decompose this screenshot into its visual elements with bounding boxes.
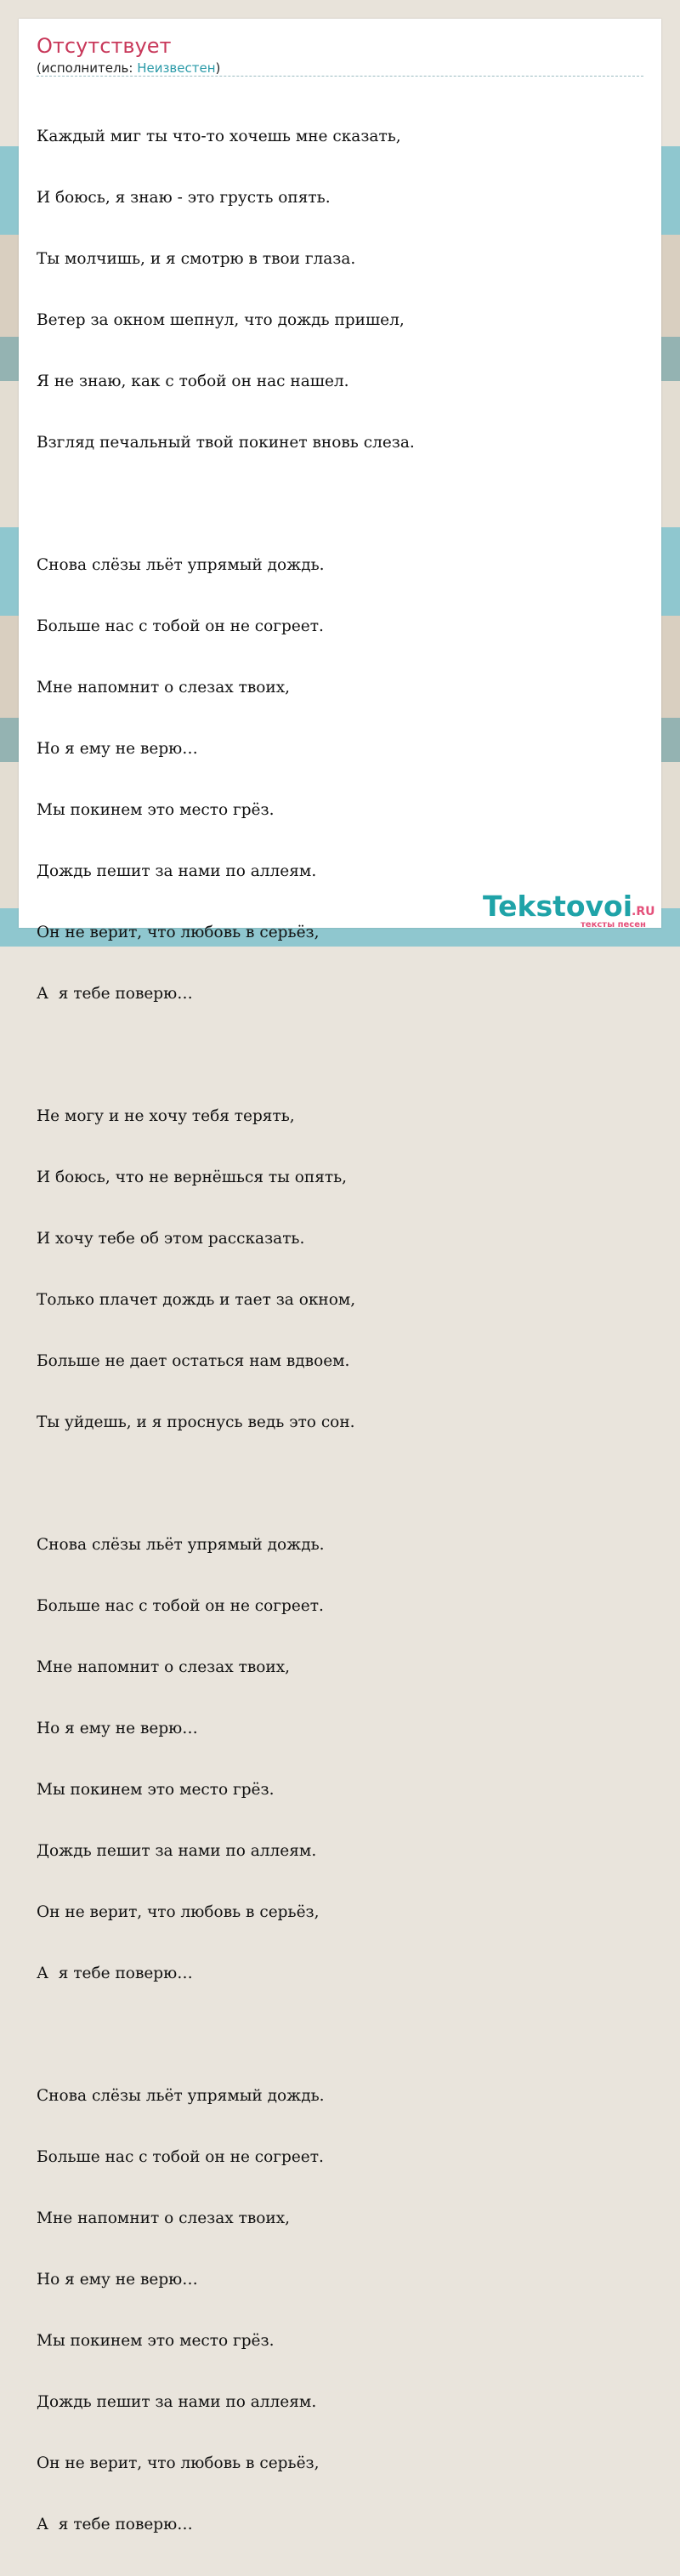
lyric-line: Только плачет дождь и тает за окном, — [37, 1291, 356, 1309]
lyric-line: Ветер за окном шепнул, что дождь пришел, — [37, 311, 405, 329]
lyric-line: Больше нас с тобой он не согреет. — [37, 617, 324, 635]
lyric-line: Ты молчишь, и я смотрю в твои глаза. — [37, 250, 356, 268]
lyric-line: Но я ему не верю… — [37, 1720, 198, 1737]
lyrics-text — [37, 86, 415, 2576]
lyric-line: Я не знаю, как с тобой он нас нашел. — [37, 372, 349, 390]
lyric-line: Больше нас с тобой он не согреет. — [37, 1597, 324, 1615]
lyric-line: Он не верит, что любовь в серьёз, — [37, 2454, 320, 2472]
artist-link[interactable]: Неизвестен — [137, 60, 216, 76]
logo-tagline: тексты песен — [581, 920, 646, 930]
artist-line — [37, 60, 220, 76]
logo-wordmark: Tekstovoi — [483, 890, 633, 923]
logo-domain: .RU — [632, 905, 655, 918]
lyric-line: Мне напомнит о слезах твоих, — [37, 1658, 291, 1676]
lyric-line: Снова слёзы льёт упрямый дождь. — [37, 1536, 325, 1554]
lyric-line: Он не верит, что любовь в серьёз, — [37, 1903, 320, 1921]
lyric-line: Каждый миг ты что-то хочешь мне сказать, — [37, 128, 401, 145]
lyric-line: Больше не дает остаться нам вдвоем. — [37, 1352, 350, 1370]
artist-suffix: ) — [215, 60, 221, 76]
lyric-line: Мы покинем это место грёз. — [37, 801, 275, 819]
lyric-line: Взгляд печальный твой покинет вновь слеза. — [37, 434, 415, 452]
artist-prefix: (исполнитель: — [37, 60, 138, 76]
lyric-line: Дождь пешит за нами по аллеям. — [37, 2393, 317, 2411]
lyric-line: А я тебе поверю… — [37, 2516, 193, 2533]
lyric-line: Снова слёзы льёт упрямый дождь. — [37, 2087, 325, 2105]
lyric-line: А я тебе поверю… — [37, 1965, 193, 1982]
lyric-line: Но я ему не верю… — [37, 2271, 198, 2289]
lyric-line — [37, 494, 415, 515]
lyric-line: Мы покинем это место грёз. — [37, 1781, 275, 1799]
lyric-line: Снова слёзы льёт упрямый дождь. — [37, 556, 325, 574]
lyric-line — [37, 1474, 415, 1494]
lyric-line: Мне напомнит о слезах твоих, — [37, 2209, 291, 2227]
lyric-line: Мы покинем это место грёз. — [37, 2332, 275, 2350]
lyric-line — [37, 1045, 415, 1066]
lyrics-card — [19, 19, 661, 2533]
lyric-line: Дождь пешит за нами по аллеям. — [37, 862, 317, 880]
lyric-line: Он не верит, что любовь в серьёз, — [37, 924, 320, 941]
lyric-line: И боюсь, я знаю - это грусть опять. — [37, 189, 331, 207]
lyric-line: Но я ему не верю… — [37, 740, 198, 758]
divider — [37, 76, 643, 77]
lyric-line: И хочу тебе об этом рассказать. — [37, 1230, 305, 1248]
site-logo[interactable] — [483, 890, 661, 928]
lyric-line — [37, 2025, 415, 2045]
lyric-line: Больше нас с тобой он не согреет. — [37, 2148, 324, 2166]
lyric-line: А я тебе поверю… — [37, 985, 193, 1003]
song-title: Отсутствует — [37, 34, 172, 58]
lyric-line: Не могу и не хочу тебя терять, — [37, 1107, 295, 1125]
lyric-line: Дождь пешит за нами по аллеям. — [37, 1842, 317, 1860]
lyric-line: И боюсь, что не вернёшься ты опять, — [37, 1169, 348, 1186]
lyric-line: Мне напомнит о слезах твоих, — [37, 679, 291, 697]
lyric-line: Ты уйдешь, и я проснусь ведь это сон. — [37, 1413, 355, 1431]
